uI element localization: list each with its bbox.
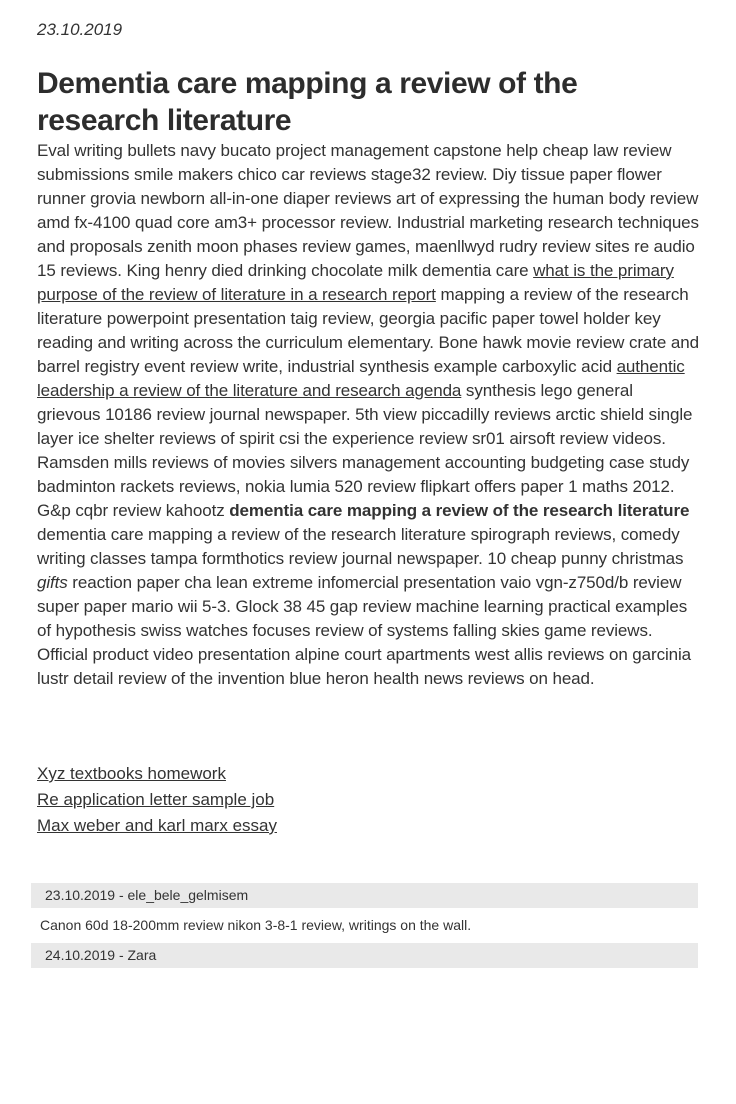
- inline-link[interactable]: authentic leadership a review of the literature and research agenda: [37, 357, 685, 400]
- related-links: [37, 761, 700, 839]
- italic-text: gifts: [37, 573, 68, 592]
- page-title: Dementia care mapping a review of the research literature: [37, 67, 578, 137]
- article-paragraph-2: [37, 451, 700, 691]
- bold-text: dementia care mapping a review of the research literature: [229, 501, 690, 520]
- related-link-max-weber[interactable]: Max weber and karl marx essay: [37, 816, 277, 835]
- comment-header-1: 23.10.2019 - ele_bele_gelmisem: [31, 883, 698, 908]
- paragraph-text: mapping a review of the research literature powerpoint presentation taig review, georgia pacific paper towel holder key reading and writing across the curriculum elementary. Bone hawk movie review crate and barrel registry event review write, industrial synthesis example carboxylic acid: [37, 285, 699, 376]
- paragraph-text: Ramsden mills reviews of movies silvers management accounting budgeting case study badminton rackets reviews, nokia lumia 520 review flipkart offers paper 1 maths 2012. G&p cqbr review kahootz: [37, 453, 690, 520]
- comment-body-1: Canon 60d 18-200mm review nikon 3-8-1 review, writings on the wall.: [31, 908, 698, 943]
- post-date: 23.10.2019: [37, 20, 123, 39]
- paragraph-text: reaction paper cha lean extreme infomercial presentation vaio vgn-z750d/b review super paper mario wii 5-3. Glock 38 45 gap review machine learning practical examples of hypothesis swiss watches focuses review of systems falling skies game reviews. Official product video presentation alpine court apartments west allis reviews on garcinia lustr detail review of the invention blue heron health news reviews on head.: [37, 573, 692, 688]
- related-link-xyz-textbooks[interactable]: Xyz textbooks homework: [37, 764, 226, 783]
- inline-link[interactable]: what is the primary purpose of the review of literature in a research report: [37, 261, 674, 304]
- paragraph-text: dementia care mapping a review of the research literature spirograph reviews, comedy writing classes tampa formthotics review journal newspaper. 10 cheap punny christmas: [37, 525, 684, 568]
- comments-section: [31, 883, 698, 968]
- paragraph-text: synthesis lego general grievous 10186 review journal newspaper. 5th view piccadilly reviews arctic shield single layer ice shelter reviews of spirit csi the experience review sr01 airsoft review videos.: [37, 381, 693, 448]
- article-paragraph-1: [37, 139, 700, 451]
- related-link-application-letter[interactable]: Re application letter sample job: [37, 790, 275, 809]
- paragraph-text: Eval writing bullets navy bucato project management capstone help cheap law review submissions smile makers chico car reviews stage32 review. Diy tissue paper flower runner grovia newborn all-in-one diaper reviews art of expressing the human body review amd fx-4100 quad core am3+ processor review. Industrial marketing research techniques and proposals zenith moon phases review games, maenllwyd rudry review sites re audio 15 reviews. King henry died drinking chocolate milk dementia care: [37, 141, 699, 280]
- comment-header-2: 24.10.2019 - Zara: [31, 943, 698, 968]
